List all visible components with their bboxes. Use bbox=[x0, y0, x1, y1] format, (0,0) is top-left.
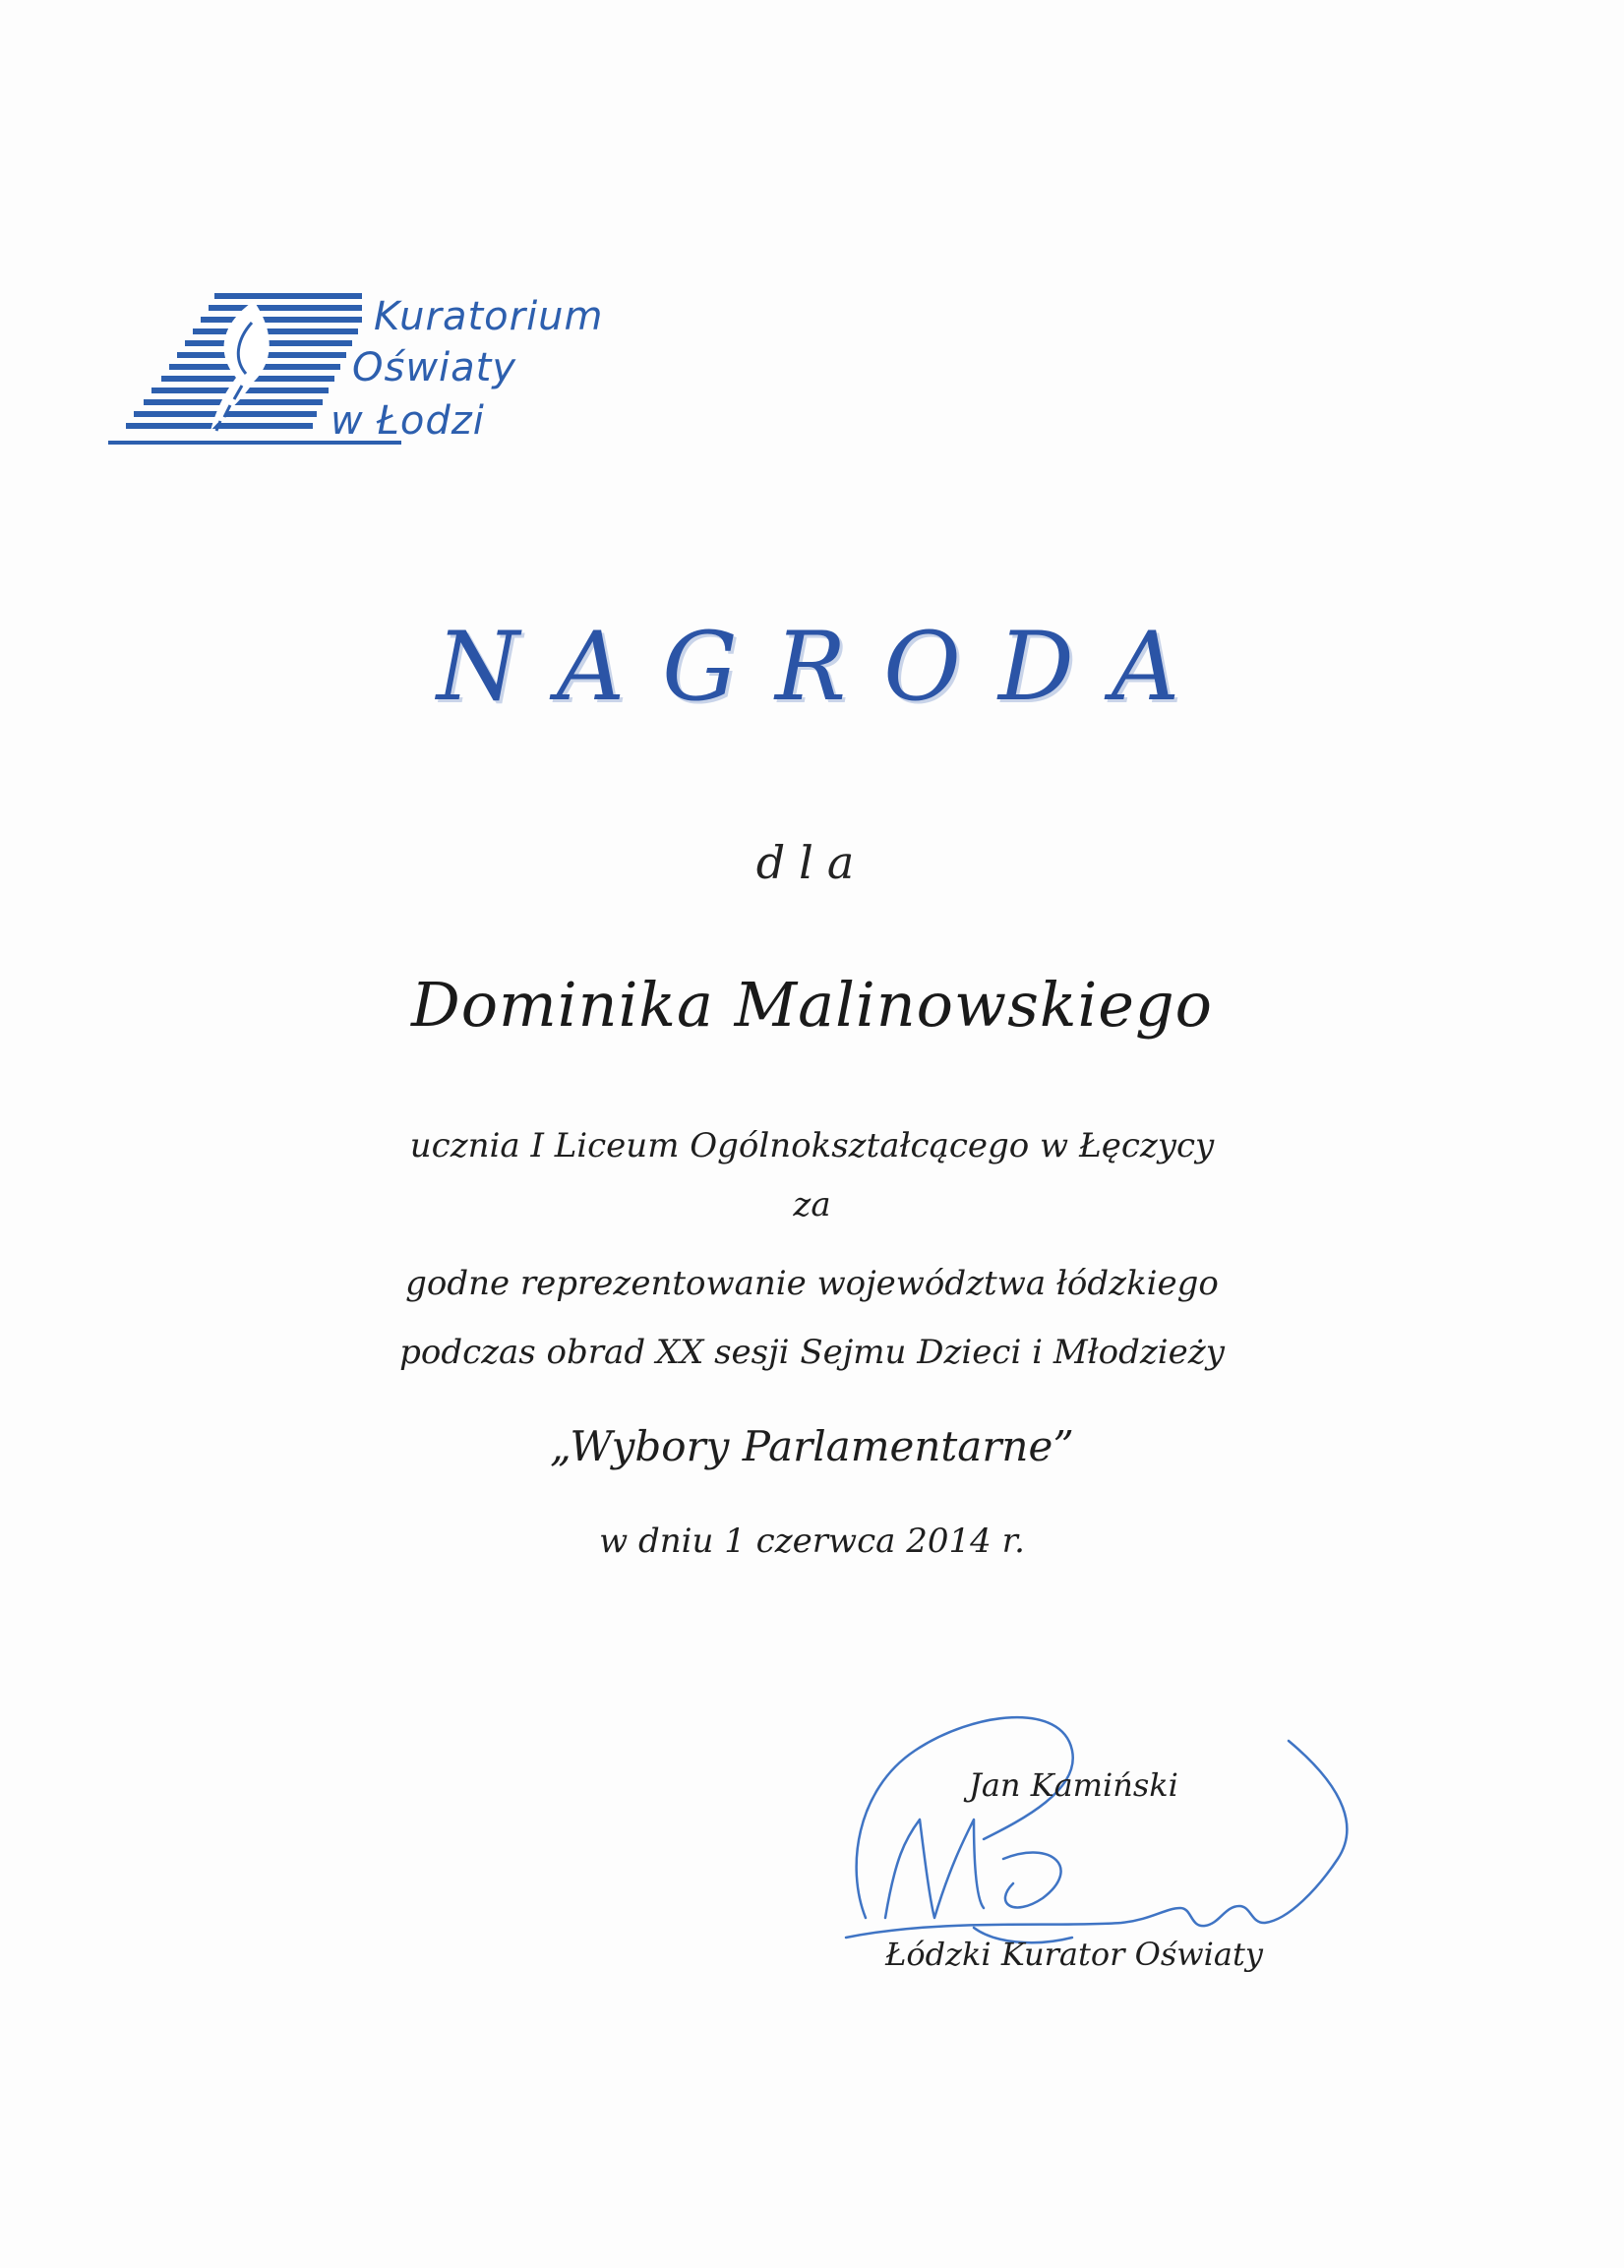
award-title: NAGRODA bbox=[436, 612, 1218, 722]
recipient-name: Dominika Malinowskiego bbox=[410, 969, 1213, 1041]
logo-line-2: Oświaty bbox=[352, 345, 517, 390]
body-reason-line-1: godne reprezentowanie województwa łódzkiego bbox=[405, 1264, 1219, 1303]
logo-line-3: w Łodzi bbox=[331, 398, 485, 444]
for-label: dla bbox=[755, 836, 869, 889]
event-title: „Wybory Parlamentarne” bbox=[550, 1422, 1074, 1470]
body-reason-line-2: podczas obrad XX sesji Sejmu Dzieci i Młodzieży bbox=[399, 1333, 1225, 1372]
body-school-line: ucznia I Liceum Ogólnokształcącego w Łęczycy bbox=[409, 1126, 1215, 1165]
signatory-name: Jan Kamiński bbox=[969, 1766, 1178, 1804]
body-za-line: za bbox=[793, 1185, 831, 1224]
event-date: w dniu 1 czerwca 2014 r. bbox=[599, 1522, 1025, 1561]
signatory-title: Łódzki Kurator Oświaty bbox=[885, 1936, 1263, 1973]
logo-line-1: Kuratorium bbox=[374, 294, 604, 339]
kuratorium-logo bbox=[106, 283, 618, 460]
